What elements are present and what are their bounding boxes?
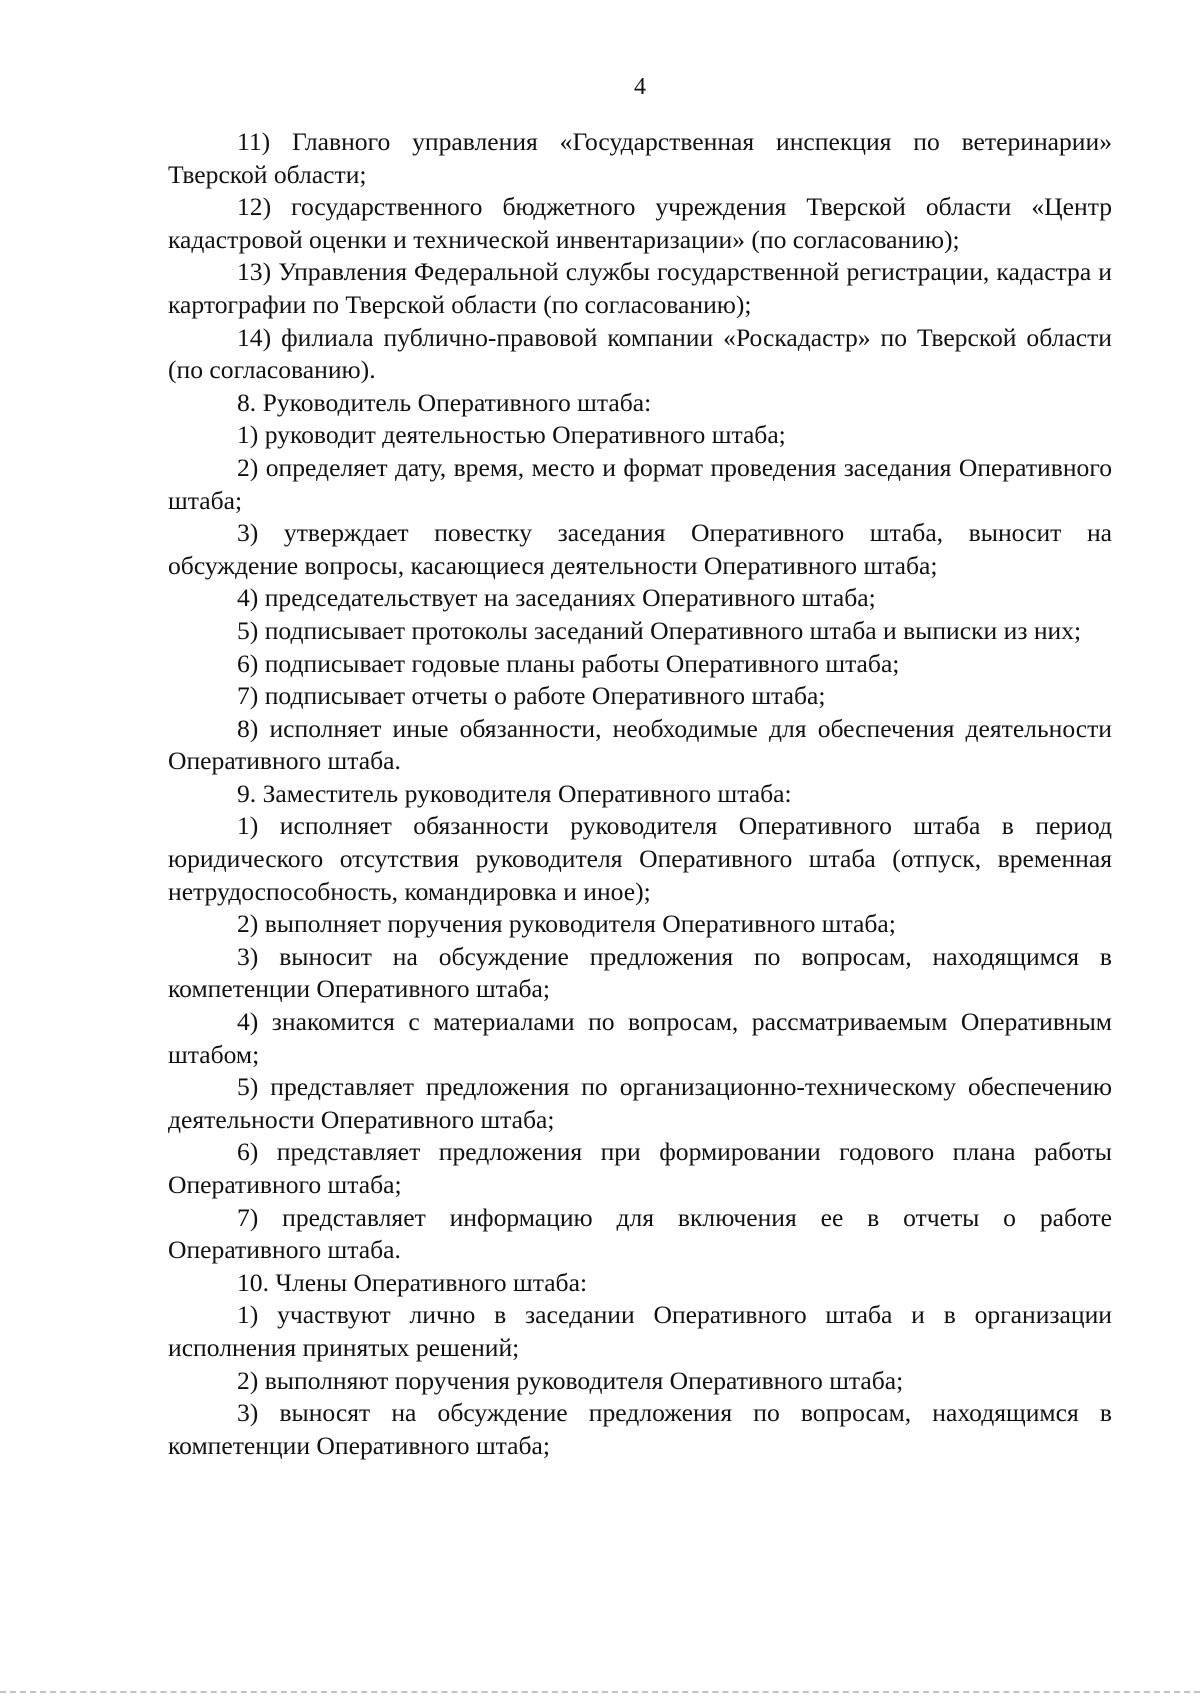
list-item: 1) исполняет обязанности руководителя Оперативного штаба в период юридического отсутствия руководителя Оперативного штаба (отпуск, временная нетрудоспособность, командировка и иное); (168, 811, 1112, 906)
list-item: 4) председательствует на заседаниях Оперативного штаба; (237, 583, 876, 613)
scan-edge-line (0, 1691, 1200, 1693)
paragraph-item-12: 12) государственного бюджетного учреждения Тверской области «Центр кадастровой оценки и технической инвентаризации» (по согласованию); (168, 192, 1112, 254)
list-item: 3) выносит на обсуждение предложения по вопросам, находящимся в компетенции Оперативного штаба; (168, 941, 1112, 1004)
list-item: 2) определяет дату, время, место и формат проведения заседания Оперативного штаба; (168, 452, 1112, 515)
section-heading-9: 9. Заместитель руководителя Оперативного штаба: (237, 778, 792, 808)
section-heading-8: 8. Руководитель Оперативного штаба: (237, 387, 652, 417)
list-item: 6) подписывает годовые планы работы Оперативного штаба; (237, 648, 900, 678)
list-item: 6) представляет предложения при формировании годового плана работы Оперативного штаба; (168, 1137, 1112, 1199)
list-item: 3) утверждает повестку заседания Оперативного штаба, выносит на обсуждение вопросы, касающиеся деятельности Оперативного штаба; (168, 518, 1112, 580)
list-item: 5) подписывает протоколы заседаний Оперативного штаба и выписки из них; (237, 615, 1082, 645)
list-item: 8) исполняет иные обязанности, необходимые для обеспечения деятельности Оперативного штаба. (168, 713, 1112, 776)
list-item: 2) выполняют поручения руководителя Оперативного штаба; (237, 1365, 904, 1395)
list-item: 5) представляет предложения по организационно-техническому обеспечению деятельности Оперативного штаба; (168, 1072, 1112, 1134)
paragraph-item-13: 13) Управления Федеральной службы государственной регистрации, кадастра и картографии по Тверской области (по согласованию); (168, 257, 1112, 319)
list-item: 1) руководит деятельностью Оперативного штаба; (237, 420, 786, 450)
document-body (168, 126, 1112, 1462)
page-number: 4 (634, 74, 646, 100)
list-item: 7) представляет информацию для включения ее в отчеты о работе Оперативного штаба. (168, 1202, 1112, 1265)
paragraph-item-14: 14) филиала публично-правовой компании «Роскадастр» по Тверской области (по согласованию). (168, 322, 1112, 385)
list-item: 2) выполняет поручения руководителя Оперативного штаба; (237, 909, 896, 939)
list-item: 1) участвуют лично в заседании Оперативного штаба и в организации исполнения принятых решений; (168, 1300, 1112, 1362)
list-item: 3) выносят на обсуждение предложения по вопросам, находящимся в компетенции Оперативного штаба; (168, 1398, 1112, 1460)
list-item: 7) подписывает отчеты о работе Оперативного штаба; (237, 681, 826, 711)
list-item: 4) знакомится с материалами по вопросам, рассматриваемым Оперативным штабом; (168, 1007, 1112, 1069)
section-heading-10: 10. Члены Оперативного штаба: (237, 1267, 588, 1297)
paragraph-item-11: 11) Главного управления «Государственная инспекция по ветеринарии» Тверской области; (168, 127, 1112, 189)
